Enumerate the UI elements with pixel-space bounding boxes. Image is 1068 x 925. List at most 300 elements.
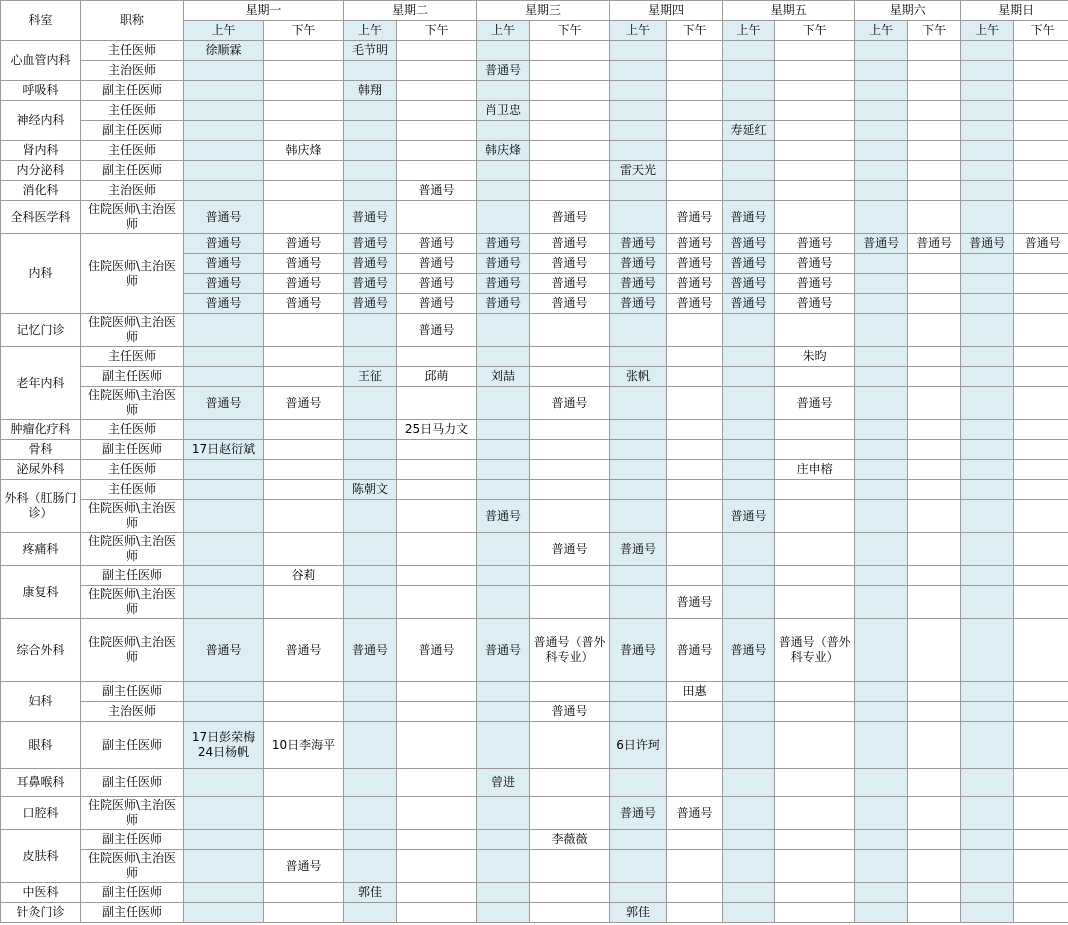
am-header: 上午	[723, 21, 775, 41]
am-slot-cell	[610, 830, 667, 850]
am-slot-cell	[344, 682, 397, 702]
am-slot-cell: 普通号	[477, 500, 530, 533]
schedule-row	[1, 387, 1068, 420]
pm-slot-cell	[397, 480, 477, 500]
am-slot-cell	[723, 41, 775, 61]
am-slot-cell	[610, 702, 667, 722]
am-slot-cell: 普通号	[477, 294, 530, 314]
am-slot-cell: 普通号	[723, 234, 775, 254]
am-slot-cell	[610, 769, 667, 797]
department-cell: 骨科	[1, 440, 81, 460]
schedule-row	[1, 797, 1068, 830]
pm-slot-cell: 普通号	[667, 797, 723, 830]
am-slot-cell	[961, 61, 1014, 81]
pm-slot-cell: 普通号	[264, 274, 344, 294]
title-cell: 主任医师	[81, 460, 184, 480]
am-slot-cell	[961, 586, 1014, 619]
department-cell: 综合外科	[1, 619, 81, 682]
pm-slot-cell	[775, 420, 855, 440]
pm-slot-cell: 谷莉	[264, 566, 344, 586]
pm-slot-cell	[397, 500, 477, 533]
pm-slot-cell	[667, 460, 723, 480]
am-slot-cell	[961, 500, 1014, 533]
pm-slot-cell: 普通号	[264, 254, 344, 274]
am-slot-cell	[961, 294, 1014, 314]
pm-slot-cell	[264, 440, 344, 460]
am-slot-cell	[855, 81, 908, 101]
title-cell: 住院医师\主治医师	[81, 314, 184, 347]
am-slot-cell	[961, 797, 1014, 830]
pm-slot-cell: 普通号	[264, 234, 344, 254]
am-slot-cell	[610, 314, 667, 347]
pm-slot-cell	[775, 830, 855, 850]
department-cell: 老年内科	[1, 347, 81, 420]
pm-slot-cell	[667, 722, 723, 769]
pm-slot-cell	[1014, 101, 1068, 121]
am-slot-cell: 普通号	[477, 619, 530, 682]
schedule-row	[1, 533, 1068, 566]
am-slot-cell: 普通号	[961, 234, 1014, 254]
am-slot-cell	[961, 181, 1014, 201]
title-cell: 副主任医师	[81, 81, 184, 101]
am-slot-cell: 普通号	[184, 254, 264, 274]
pm-slot-cell	[530, 420, 610, 440]
am-slot-cell	[610, 500, 667, 533]
pm-slot-cell: 普通号	[397, 619, 477, 682]
am-slot-cell: 普通号	[723, 619, 775, 682]
am-slot-cell: 普通号	[344, 294, 397, 314]
pm-slot-cell: 普通号	[530, 533, 610, 566]
am-slot-cell	[610, 181, 667, 201]
pm-slot-cell: 普通号	[667, 294, 723, 314]
pm-slot-cell	[264, 61, 344, 81]
schedule-row	[1, 61, 1068, 81]
schedule-row	[1, 682, 1068, 702]
title-cell: 副主任医师	[81, 161, 184, 181]
schedule-row	[1, 347, 1068, 367]
schedule-row	[1, 619, 1068, 682]
pm-slot-cell	[908, 347, 961, 367]
pm-slot-cell	[530, 81, 610, 101]
pm-slot-cell	[775, 769, 855, 797]
pm-slot-cell	[264, 41, 344, 61]
am-slot-cell	[184, 500, 264, 533]
am-slot-cell	[855, 61, 908, 81]
pm-slot-cell	[1014, 347, 1068, 367]
am-slot-cell	[723, 480, 775, 500]
pm-header: 下午	[1014, 21, 1068, 41]
am-slot-cell	[477, 387, 530, 420]
pm-slot-cell: 普通号	[530, 294, 610, 314]
am-slot-cell	[855, 101, 908, 121]
title-cell: 主治医师	[81, 61, 184, 81]
pm-slot-cell	[667, 81, 723, 101]
pm-slot-cell	[397, 347, 477, 367]
am-slot-cell	[477, 201, 530, 234]
pm-slot-cell	[264, 181, 344, 201]
pm-slot-cell	[775, 850, 855, 883]
am-slot-cell	[855, 850, 908, 883]
am-slot-cell: 陈朝文	[344, 480, 397, 500]
pm-slot-cell	[908, 797, 961, 830]
title-cell: 主治医师	[81, 702, 184, 722]
am-slot-cell	[855, 500, 908, 533]
pm-slot-cell	[908, 387, 961, 420]
am-slot-cell: 普通号	[344, 234, 397, 254]
pm-slot-cell	[775, 314, 855, 347]
schedule-row	[1, 480, 1068, 500]
am-slot-cell	[477, 566, 530, 586]
pm-slot-cell: 普通号	[264, 387, 344, 420]
schedule-row	[1, 440, 1068, 460]
am-slot-cell: 普通号	[477, 234, 530, 254]
pm-slot-cell	[264, 500, 344, 533]
day-header-sat: 星期六	[855, 1, 961, 21]
am-slot-cell	[344, 500, 397, 533]
am-slot-cell	[344, 769, 397, 797]
am-slot-cell	[961, 480, 1014, 500]
pm-slot-cell	[908, 367, 961, 387]
schedule-row	[1, 41, 1068, 61]
pm-slot-cell	[1014, 161, 1068, 181]
department-cell: 针灸门诊	[1, 903, 81, 923]
am-slot-cell: 17日彭荣梅24日杨帆	[184, 722, 264, 769]
am-slot-cell	[610, 480, 667, 500]
am-header: 上午	[610, 21, 667, 41]
pm-slot-cell	[264, 101, 344, 121]
am-slot-cell	[961, 121, 1014, 141]
pm-slot-cell	[667, 61, 723, 81]
am-slot-cell	[961, 81, 1014, 101]
title-cell: 主治医师	[81, 181, 184, 201]
am-slot-cell	[184, 347, 264, 367]
pm-header: 下午	[667, 21, 723, 41]
am-slot-cell	[855, 722, 908, 769]
am-slot-cell	[610, 81, 667, 101]
pm-slot-cell: 普通号（普外科专业）	[775, 619, 855, 682]
department-cell: 皮肤科	[1, 830, 81, 883]
title-cell: 副主任医师	[81, 121, 184, 141]
am-slot-cell	[723, 81, 775, 101]
am-slot-cell	[477, 682, 530, 702]
am-slot-cell	[184, 533, 264, 566]
am-slot-cell	[344, 586, 397, 619]
pm-slot-cell	[667, 181, 723, 201]
pm-slot-cell	[908, 460, 961, 480]
am-slot-cell	[855, 254, 908, 274]
am-slot-cell	[855, 440, 908, 460]
am-slot-cell	[961, 201, 1014, 234]
pm-slot-cell	[775, 367, 855, 387]
pm-slot-cell: 普通号	[530, 387, 610, 420]
pm-slot-cell: 普通号	[667, 619, 723, 682]
pm-slot-cell	[667, 161, 723, 181]
am-slot-cell	[477, 347, 530, 367]
am-slot-cell	[610, 347, 667, 367]
am-slot-cell	[477, 81, 530, 101]
department-cell: 肿瘤化疗科	[1, 420, 81, 440]
pm-slot-cell	[1014, 61, 1068, 81]
pm-slot-cell	[397, 387, 477, 420]
am-slot-cell	[855, 420, 908, 440]
pm-slot-cell	[908, 769, 961, 797]
pm-slot-cell	[775, 161, 855, 181]
pm-slot-cell	[264, 201, 344, 234]
am-slot-cell	[961, 460, 1014, 480]
pm-slot-cell	[397, 121, 477, 141]
am-slot-cell	[184, 682, 264, 702]
pm-slot-cell	[1014, 830, 1068, 850]
pm-slot-cell	[908, 722, 961, 769]
am-slot-cell	[855, 141, 908, 161]
am-slot-cell: 普通号	[184, 274, 264, 294]
am-slot-cell: 普通号	[723, 500, 775, 533]
pm-slot-cell	[264, 420, 344, 440]
am-slot-cell	[855, 769, 908, 797]
am-slot-cell	[184, 367, 264, 387]
am-slot-cell	[184, 797, 264, 830]
pm-slot-cell	[667, 702, 723, 722]
am-slot-cell	[723, 903, 775, 923]
am-slot-cell	[855, 586, 908, 619]
title-cell: 主任医师	[81, 347, 184, 367]
am-slot-cell: 普通号	[610, 533, 667, 566]
am-slot-cell	[855, 903, 908, 923]
am-slot-cell	[723, 367, 775, 387]
am-slot-cell	[961, 41, 1014, 61]
pm-slot-cell	[1014, 254, 1068, 274]
pm-slot-cell	[775, 903, 855, 923]
pm-slot-cell	[1014, 460, 1068, 480]
day-header-fri: 星期五	[723, 1, 855, 21]
pm-slot-cell	[530, 101, 610, 121]
pm-slot-cell	[775, 883, 855, 903]
am-slot-cell: 王征	[344, 367, 397, 387]
am-slot-cell	[855, 797, 908, 830]
am-slot-cell: 寿延红	[723, 121, 775, 141]
am-slot-cell	[184, 61, 264, 81]
am-slot-cell	[344, 702, 397, 722]
pm-slot-cell	[775, 586, 855, 619]
pm-slot-cell	[775, 201, 855, 234]
pm-slot-cell	[264, 702, 344, 722]
pm-slot-cell	[530, 460, 610, 480]
am-slot-cell: 普通号	[477, 274, 530, 294]
pm-slot-cell: 普通号	[264, 294, 344, 314]
schedule-row	[1, 460, 1068, 480]
am-slot-cell	[477, 314, 530, 347]
pm-slot-cell	[397, 161, 477, 181]
pm-slot-cell	[908, 141, 961, 161]
pm-slot-cell	[264, 367, 344, 387]
department-cell: 呼吸科	[1, 81, 81, 101]
pm-slot-cell: 普通号	[264, 619, 344, 682]
title-cell: 住院医师\主治医师	[81, 533, 184, 566]
pm-slot-cell	[1014, 294, 1068, 314]
am-slot-cell	[961, 883, 1014, 903]
am-slot-cell: 韩庆烽	[477, 141, 530, 161]
pm-slot-cell: 普通号	[397, 294, 477, 314]
pm-slot-cell	[908, 566, 961, 586]
am-slot-cell: 普通号	[610, 294, 667, 314]
pm-slot-cell: 普通号	[397, 254, 477, 274]
pm-slot-cell	[775, 500, 855, 533]
day-header-sun: 星期日	[961, 1, 1068, 21]
am-slot-cell	[610, 201, 667, 234]
pm-slot-cell: 普通号	[775, 294, 855, 314]
pm-slot-cell	[397, 566, 477, 586]
pm-slot-cell	[908, 274, 961, 294]
department-cell: 记忆门诊	[1, 314, 81, 347]
am-slot-cell	[344, 722, 397, 769]
schedule-row	[1, 769, 1068, 797]
am-slot-cell	[855, 830, 908, 850]
pm-slot-cell	[397, 41, 477, 61]
am-slot-cell	[344, 387, 397, 420]
pm-slot-cell	[397, 101, 477, 121]
am-slot-cell: 普通号	[184, 619, 264, 682]
am-slot-cell	[961, 769, 1014, 797]
pm-slot-cell	[264, 830, 344, 850]
am-slot-cell	[723, 387, 775, 420]
pm-header: 下午	[397, 21, 477, 41]
pm-slot-cell	[667, 387, 723, 420]
am-slot-cell	[961, 533, 1014, 566]
pm-slot-cell: 普通号	[530, 234, 610, 254]
department-cell: 消化科	[1, 181, 81, 201]
pm-slot-cell	[667, 769, 723, 797]
am-slot-cell	[344, 101, 397, 121]
pm-slot-cell	[775, 440, 855, 460]
am-slot-cell	[184, 181, 264, 201]
title-cell: 主任医师	[81, 41, 184, 61]
am-slot-cell	[184, 883, 264, 903]
am-slot-cell	[477, 903, 530, 923]
am-slot-cell	[855, 480, 908, 500]
am-slot-cell	[961, 903, 1014, 923]
am-slot-cell	[723, 161, 775, 181]
am-slot-cell	[477, 830, 530, 850]
am-slot-cell: 普通号	[184, 234, 264, 254]
am-header: 上午	[855, 21, 908, 41]
am-slot-cell	[723, 797, 775, 830]
am-slot-cell: 普通号	[610, 619, 667, 682]
pm-slot-cell	[530, 367, 610, 387]
department-cell: 康复科	[1, 566, 81, 619]
am-slot-cell: 普通号	[723, 201, 775, 234]
am-slot-cell	[610, 440, 667, 460]
title-cell: 副主任医师	[81, 367, 184, 387]
am-slot-cell	[723, 586, 775, 619]
day-header-wed: 星期三	[477, 1, 610, 21]
am-slot-cell	[961, 161, 1014, 181]
am-slot-cell	[184, 586, 264, 619]
pm-slot-cell: 普通号	[667, 201, 723, 234]
am-slot-cell	[344, 460, 397, 480]
am-slot-cell	[344, 903, 397, 923]
pm-slot-cell: 李薇薇	[530, 830, 610, 850]
pm-slot-cell	[667, 480, 723, 500]
am-slot-cell	[855, 367, 908, 387]
department-cell: 内分泌科	[1, 161, 81, 181]
schedule-row	[1, 101, 1068, 121]
am-slot-cell	[961, 141, 1014, 161]
am-slot-cell	[855, 387, 908, 420]
am-slot-cell	[961, 420, 1014, 440]
pm-slot-cell	[908, 420, 961, 440]
am-slot-cell	[610, 121, 667, 141]
schedule-row	[1, 830, 1068, 850]
am-slot-cell: 普通号	[610, 797, 667, 830]
pm-slot-cell: 普通号	[397, 234, 477, 254]
am-slot-cell	[344, 566, 397, 586]
am-slot-cell: 6日许珂	[610, 722, 667, 769]
pm-slot-cell	[775, 101, 855, 121]
department-cell: 全科医学科	[1, 201, 81, 234]
pm-slot-cell	[1014, 850, 1068, 883]
pm-slot-cell	[1014, 201, 1068, 234]
pm-slot-cell	[530, 769, 610, 797]
am-slot-cell: 普通号	[723, 294, 775, 314]
title-cell: 住院医师\主治医师	[81, 619, 184, 682]
am-slot-cell: 普通号	[184, 201, 264, 234]
pm-slot-cell	[908, 850, 961, 883]
pm-slot-cell: 10日李海平	[264, 722, 344, 769]
am-slot-cell	[961, 722, 1014, 769]
am-slot-cell	[344, 314, 397, 347]
am-slot-cell	[723, 440, 775, 460]
am-slot-cell: 普通号	[855, 234, 908, 254]
am-slot-cell	[961, 682, 1014, 702]
am-slot-cell: 普通号	[610, 274, 667, 294]
am-slot-cell	[723, 61, 775, 81]
am-slot-cell	[344, 181, 397, 201]
pm-slot-cell	[397, 682, 477, 702]
pm-slot-cell	[1014, 81, 1068, 101]
pm-slot-cell	[1014, 586, 1068, 619]
pm-slot-cell: 普通号	[667, 586, 723, 619]
pm-slot-cell	[667, 903, 723, 923]
pm-slot-cell: 普通号	[775, 387, 855, 420]
title-cell: 住院医师\主治医师	[81, 387, 184, 420]
pm-slot-cell: 田惠	[667, 682, 723, 702]
am-slot-cell	[184, 81, 264, 101]
pm-slot-cell: 普通号	[530, 201, 610, 234]
am-slot-cell: 普通号	[723, 254, 775, 274]
am-slot-cell	[477, 797, 530, 830]
am-slot-cell	[610, 41, 667, 61]
am-slot-cell	[723, 141, 775, 161]
am-slot-cell	[184, 314, 264, 347]
pm-slot-cell	[667, 314, 723, 347]
pm-slot-cell	[1014, 769, 1068, 797]
am-slot-cell	[477, 480, 530, 500]
pm-slot-cell	[264, 161, 344, 181]
pm-slot-cell	[1014, 797, 1068, 830]
am-slot-cell	[184, 460, 264, 480]
pm-slot-cell: 普通号	[775, 234, 855, 254]
pm-slot-cell	[1014, 121, 1068, 141]
pm-slot-cell: 普通号	[397, 274, 477, 294]
department-cell: 内科	[1, 234, 81, 314]
am-slot-cell	[477, 722, 530, 769]
pm-slot-cell	[775, 81, 855, 101]
am-slot-cell	[723, 420, 775, 440]
pm-slot-cell	[775, 141, 855, 161]
am-slot-cell: 普通号	[344, 201, 397, 234]
title-cell: 住院医师\主治医师	[81, 234, 184, 314]
am-slot-cell	[723, 883, 775, 903]
